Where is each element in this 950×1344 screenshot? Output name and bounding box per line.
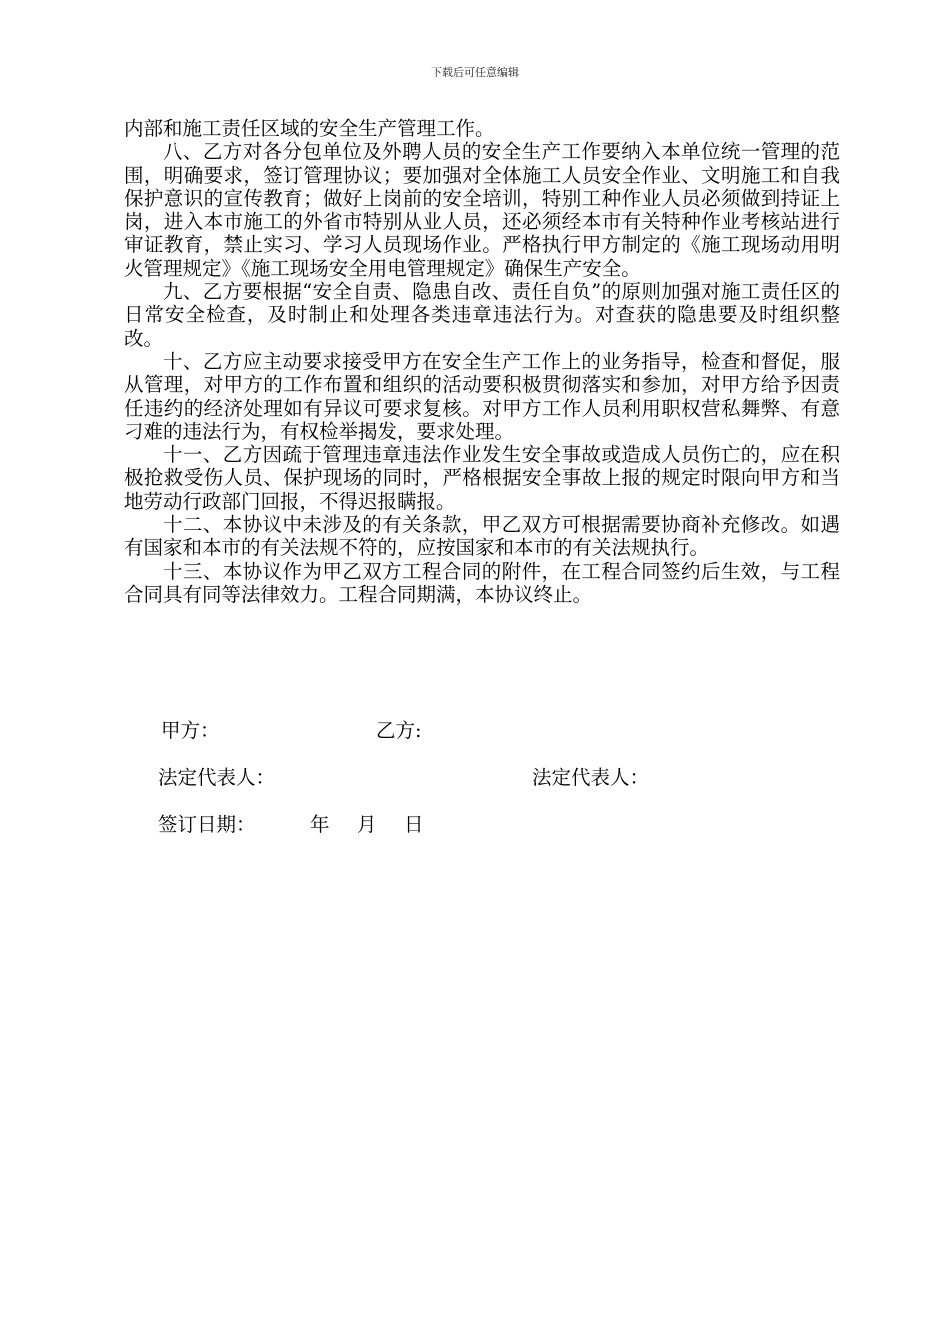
paragraph-clause-13: 十三、本协议作为甲乙双方工程合同的附件，在工程合同签约后生效，与工程合同具有同等法律效力。工程合同期满，本协议终止。 <box>124 559 840 606</box>
party-a-representative-label: 法定代表人： <box>158 766 276 789</box>
paragraph-clause-8: 八、乙方对各分包单位及外聘人员的安全生产工作要纳入本单位统一管理的范围，明确要求，签订管理协议；要加强对全体施工人员安全作业、文明施工和自我保护意识的宣传教育；做好上岗前的安全培训，特别工种作业人员必须做到持证上岗，进入本市施工的外省市特别从业人员，还必须经本市有关特种作业考核站进行审证教育，禁止实习、学习人员现场作业。严格执行甲方制定的《施工现场动用明火管理规定》《施工现场安全用电管理规定》确保生产安全。 <box>124 140 840 280</box>
sign-date-label: 签订日期： <box>158 813 256 836</box>
page-header-note: 下载后可任意编辑 <box>431 66 519 79</box>
party-b-label: 乙方: <box>376 719 422 742</box>
sign-date-day: 日 <box>404 813 424 836</box>
sign-date-year: 年 <box>310 813 330 836</box>
party-a-label: 甲方： <box>161 719 220 742</box>
sign-date-month: 月 <box>357 813 377 836</box>
party-b-representative-label: 法定代表人： <box>532 766 650 789</box>
paragraph-clause-9: 九、乙方要根据“安全自责、隐患自改、责任自负”的原则加强对施工责任区的日常安全检查，及时制止和处理各类违章违法行为。对查获的隐患要及时组织整改。 <box>124 280 840 350</box>
paragraph-clause-12: 十二、本协议中未涉及的有关条款，甲乙双方可根据需要协商补充修改。如遇有国家和本市的有关法规不符的，应按国家和本市的有关法规执行。 <box>124 513 840 560</box>
document-body <box>124 117 840 606</box>
paragraph-clause-11: 十一、乙方因疏于管理违章违法作业发生安全事故或造成人员伤亡的，应在积极抢救受伤人员、保护现场的同时，严格根据安全事故上报的规定时限向甲方和当地劳动行政部门回报，不得迟报瞒报。 <box>124 443 840 513</box>
paragraph-clause-10: 十、乙方应主动要求接受甲方在安全生产工作上的业务指导，检查和督促，服从管理，对甲方的工作布置和组织的活动要积极贯彻落实和参加，对甲方给予因责任违约的经济处理如有异议可要求复核。对甲方工作人员利用职权营私舞弊、有意刁难的违法行为，有权检举揭发，要求处理。 <box>124 349 840 443</box>
paragraph-continuation: 内部和施工责任区域的安全生产管理工作。 <box>124 117 495 140</box>
